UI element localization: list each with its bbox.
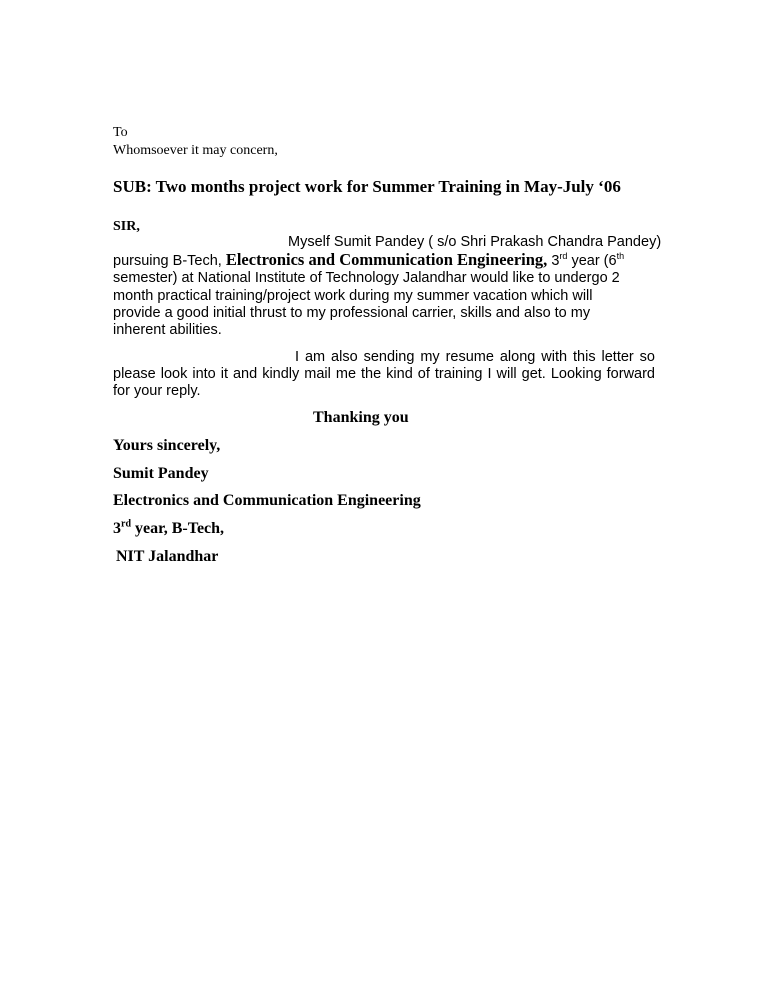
sender-year-rest: year, B-Tech, [131, 520, 225, 537]
recipient-line: Whomsoever it may concern, [113, 143, 278, 158]
sender-year-suffix: rd [121, 518, 131, 530]
to-line: To [113, 125, 128, 140]
thanks-line: Thanking you [313, 409, 409, 426]
signoff: Yours sincerely, [113, 437, 221, 454]
pursuing-text: pursuing B-Tech, [113, 253, 226, 270]
year-suffix: rd [559, 251, 568, 262]
sender-name: Sumit Pandey [113, 465, 209, 482]
paragraph-intro [113, 234, 662, 339]
year-number: 3 [547, 253, 560, 270]
sender-institute: NIT Jalandhar [116, 548, 219, 565]
subject-line: SUB: Two months project work for Summer Training in May-July ‘06 [113, 177, 621, 196]
sender-year [113, 518, 225, 537]
paragraph-rest: semester) at National Institute of Technology Jalandhar would like to undergo 2 month practical training/project work during my summer vacation which will provide a good initial thrust to my professional carrier, skills and also to my inherent abilities. [113, 270, 620, 339]
paragraph-resume [113, 349, 655, 401]
sender-branch: Electronics and Communication Engineering [113, 492, 421, 509]
year-text: year (6 [567, 253, 617, 270]
salutation: SIR, [113, 219, 140, 234]
branch-text: Electronics and Communication Engineering, [225, 250, 548, 270]
intro-line: Myself Sumit Pandey ( s/o Shri Prakash Chandra Pandey) [288, 234, 662, 250]
semester-suffix: th [616, 251, 625, 262]
resume-text: I am also sending my resume along with this letter so please look into it and kindly mail me the kind of training I will get. Looking forward for your reply. [113, 349, 655, 400]
sender-year-number: 3 [113, 520, 121, 537]
